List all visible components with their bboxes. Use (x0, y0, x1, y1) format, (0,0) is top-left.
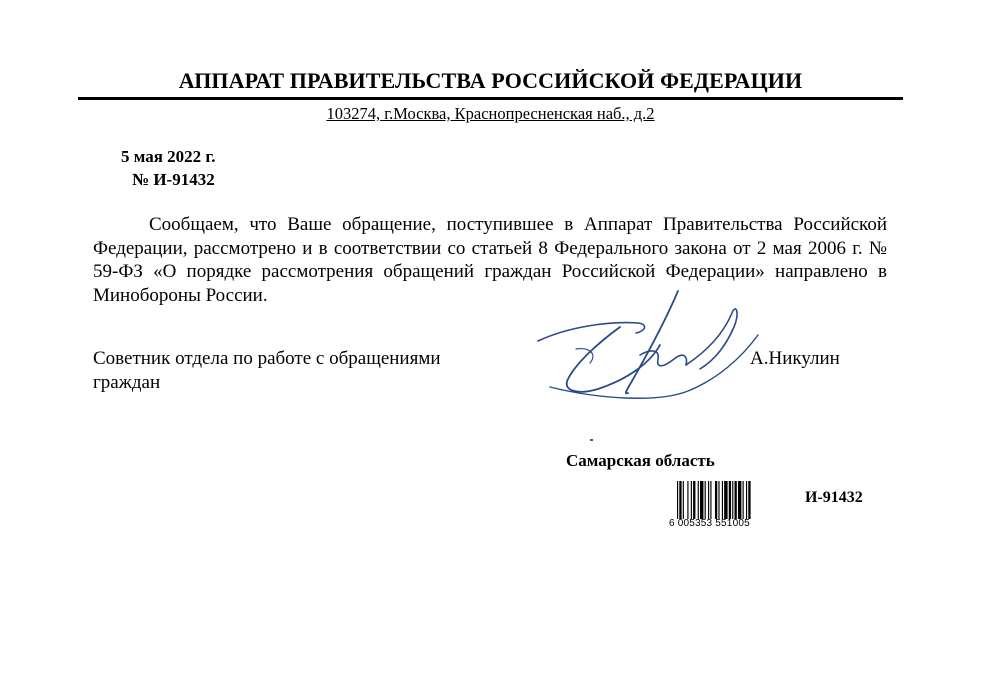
barcode-bar (746, 481, 747, 519)
barcode-bar (708, 481, 709, 519)
signer-name: А.Никулин (750, 348, 840, 369)
barcode-bar (693, 481, 695, 519)
region-mark (590, 439, 593, 441)
barcode-bar (698, 481, 699, 519)
barcode-bar (735, 481, 737, 519)
barcode-bar (743, 481, 744, 519)
barcode-bar (683, 481, 684, 519)
barcode-bar (724, 481, 727, 519)
barcode-bar (687, 481, 688, 519)
barcode-bar (738, 481, 741, 519)
barcode-bar (729, 481, 731, 519)
handwritten-signature (528, 283, 768, 408)
barcode-bar (705, 481, 706, 519)
organization-address: 103274, г.Москва, Краснопресненская наб., д.2 (326, 104, 655, 123)
signature-stroke-2 (567, 327, 660, 392)
barcode-bar (679, 481, 681, 519)
signer-position-line1: Советник отдела по работе с обращениями (93, 348, 441, 369)
barcode-bar (722, 481, 723, 519)
barcode-bars (677, 481, 777, 519)
region-label: Самарская область (566, 451, 715, 470)
letter-number: № И-91432 (132, 170, 215, 189)
barcode-digits: 6 005353 551005 (669, 518, 750, 529)
header-rule (78, 97, 903, 100)
signer-position-line2: граждан (93, 371, 161, 393)
signature-stroke-5 (686, 309, 737, 369)
barcode-bar (677, 481, 678, 519)
organization-title: АППАРАТ ПРАВИТЕЛЬСТВА РОССИЙСКОЙ ФЕДЕРАЦИИ (178, 68, 803, 93)
body-paragraph-last: Российской Федерации» направлено в Минобороны России. (93, 261, 888, 306)
signature-stroke-6 (550, 335, 758, 398)
barcode-bar (718, 481, 719, 519)
letter-date: 5 мая 2022 г. (121, 147, 216, 166)
signature-stroke-3 (626, 291, 678, 394)
barcode-bar (691, 481, 692, 519)
barcode (669, 481, 779, 533)
barcode-bar (700, 481, 703, 519)
signer-position (93, 347, 513, 394)
barcode-bar (748, 481, 750, 519)
barcode-id: И-91432 (805, 489, 863, 506)
body-paragraph-main: Сообщаем, что Ваше обращение, поступившее в Аппарат Правительства Российской Федерации, рассмотрено и в соответствии со статьей 8 Федерального закона от 2 мая 2006 г. № 59-ФЗ «О порядке рассмотрения обращений граждан (93, 214, 887, 282)
signature-stroke-1 (538, 323, 645, 341)
barcode-bar (710, 481, 711, 519)
barcode-bar (732, 481, 733, 519)
barcode-bar (715, 481, 717, 519)
